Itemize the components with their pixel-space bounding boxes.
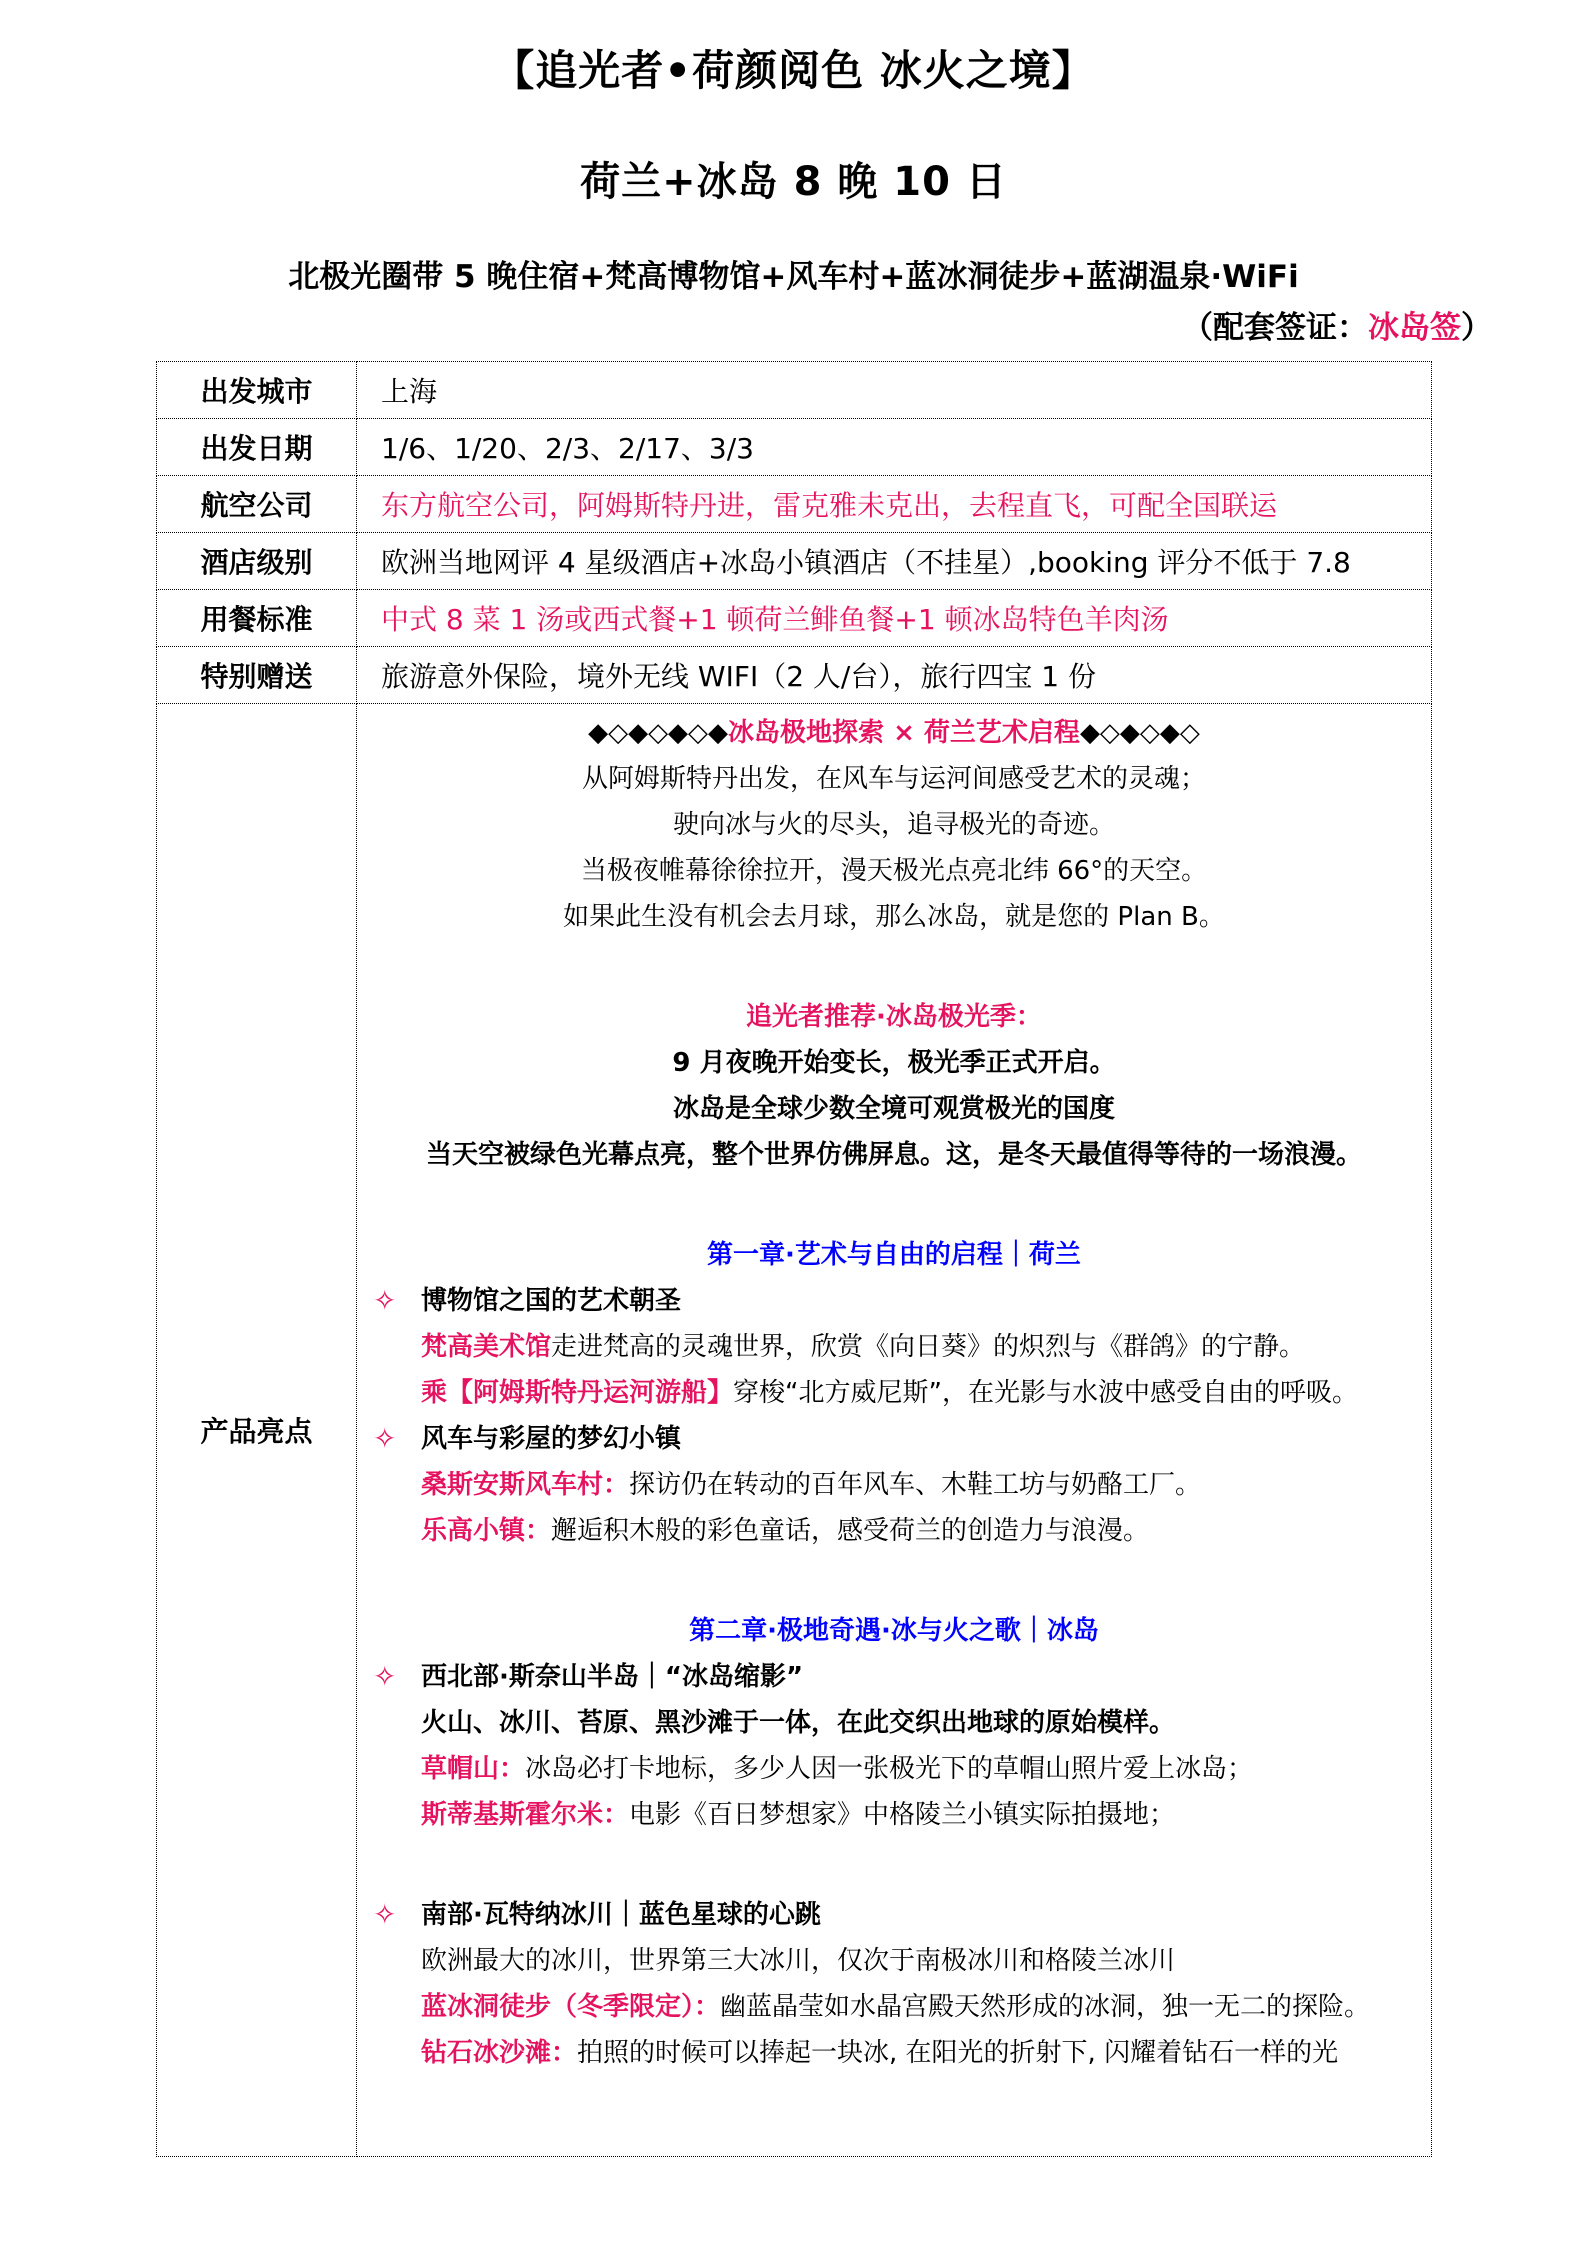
info-row-label: 特别赠送 <box>157 647 357 704</box>
highlights-row-label: 产品亮点 <box>157 704 357 2157</box>
highlight-line <box>357 1608 1431 1654</box>
text-segment: 当天空被绿色光幕点亮，整个世界仿佛屏息。这，是冬天最值得等待的一场浪漫。 <box>425 1140 1362 1170</box>
highlight-line <box>357 1462 1431 1508</box>
highlight-bullet-item <box>357 1654 1431 1700</box>
text-segment: 探访仍在转动的百年风车、木鞋工坊与奶酪工厂。 <box>629 1470 1202 1500</box>
text-segment: 9 月夜晚开始变长，极光季正式开启。 <box>672 1048 1116 1078</box>
info-row-label: 出发日期 <box>157 419 357 476</box>
sparkle-bullet-icon: ✧ <box>373 1422 397 1455</box>
visa-prefix: （配套签证： <box>1182 310 1368 346</box>
info-row-value: 欧洲当地网评 4 星级酒店+冰岛小镇酒店（不挂星）,booking 评分不低于 7.8 <box>357 533 1432 590</box>
sparkle-bullet-icon: ✧ <box>373 1660 397 1693</box>
highlight-line <box>357 994 1431 1040</box>
text-segment: 乐高小镇： <box>421 1516 552 1546</box>
spacer <box>357 1838 1431 1892</box>
text-segment: 梵高美术馆 <box>421 1332 552 1362</box>
text-segment: ◆◇◆◇◆◇◆ <box>588 718 729 748</box>
text-segment: 欧洲最大的冰川，世界第三大冰川，仅次于南极冰川和格陵兰冰川 <box>421 1946 1176 1976</box>
info-row-value: 中式 8 菜 1 汤或西式餐+1 顿荷兰鲱鱼餐+1 顿冰岛特色羊肉汤 <box>357 590 1432 647</box>
highlight-bullet-item <box>357 1892 1431 1938</box>
highlight-line <box>357 1086 1431 1132</box>
highlight-line <box>357 848 1431 894</box>
text-segment: 草帽山： <box>421 1754 526 1784</box>
highlight-line <box>357 2030 1431 2076</box>
highlight-line <box>357 1700 1431 1746</box>
info-table-row <box>157 533 1432 590</box>
page-tagline: 北极光圈带 5 晚住宿+梵高博物馆+风车村+蓝冰洞徒步+蓝湖温泉·WiFi <box>288 259 1299 295</box>
text-segment: 西北部·斯奈山半岛｜“冰岛缩影” <box>421 1662 804 1692</box>
highlight-line <box>357 1508 1431 1554</box>
highlight-line <box>357 1232 1431 1278</box>
info-row-value: 上海 <box>357 362 1432 419</box>
info-row-value: 旅游意外保险，境外无线 WIFI（2 人/台），旅行四宝 1 份 <box>357 647 1432 704</box>
visa-line <box>0 302 1587 347</box>
info-row-label: 酒店级别 <box>157 533 357 590</box>
info-table-row <box>157 362 1432 419</box>
text-segment: 火山、冰川、苔原、黑沙滩于一体，在此交织出地球的原始模样。 <box>421 1708 1176 1738</box>
text-segment: 走进梵高的灵魂世界，欣赏《向日葵》的炽烈与《群鸽》的宁静。 <box>551 1332 1306 1362</box>
text-segment: 斯蒂基斯霍尔米： <box>421 1800 630 1830</box>
spacer <box>357 1178 1431 1232</box>
highlight-line <box>357 802 1431 848</box>
info-row-label: 航空公司 <box>157 476 357 533</box>
highlight-line <box>357 1040 1431 1086</box>
spacer <box>357 940 1431 994</box>
info-row-label: 用餐标准 <box>157 590 357 647</box>
info-row-value: 东方航空公司，阿姆斯特丹进，雷克雅未克出，去程直飞，可配全国联运 <box>357 476 1432 533</box>
text-segment: 乘【阿姆斯特丹运河游船】 <box>421 1378 734 1408</box>
text-segment: ◆◇◆◇◆◇ <box>1079 718 1200 748</box>
highlights-row <box>157 704 1432 2157</box>
text-segment: 第二章·极地奇遇·冰与火之歌｜冰岛 <box>689 1616 1099 1646</box>
visa-highlight: 冰岛签 <box>1368 310 1461 346</box>
highlight-line <box>357 1132 1431 1178</box>
highlight-line <box>357 710 1431 756</box>
text-segment: 从阿姆斯特丹出发，在风车与运河间感受艺术的灵魂； <box>581 764 1206 794</box>
text-segment: 冰岛必打卡地标，多少人因一张极光下的草帽山照片爱上冰岛； <box>525 1754 1254 1784</box>
highlight-line <box>357 1984 1431 2030</box>
highlight-bullet-item <box>357 1416 1431 1462</box>
text-segment: 驶向冰与火的尽头，追寻极光的奇迹。 <box>672 810 1115 840</box>
highlight-line <box>357 1746 1431 1792</box>
page-subtitle: 荷兰+冰岛 8 晚 10 日 <box>580 159 1007 205</box>
page-title: 【追光者•荷颜阅色 冰火之境】 <box>492 46 1095 95</box>
text-segment: 冰岛是全球少数全境可观赏极光的国度 <box>672 1094 1115 1124</box>
itinerary-info-table <box>156 361 1432 2157</box>
highlights-content-cell <box>357 704 1432 2157</box>
spacer <box>357 1554 1431 1608</box>
text-segment: 追光者推荐·冰岛极光季： <box>746 1002 1042 1032</box>
highlight-bullet-item <box>357 1278 1431 1324</box>
text-segment: 电影《百日梦想家》中格陵兰小镇实际拍摄地； <box>629 1800 1176 1830</box>
text-segment: 博物馆之国的艺术朝圣 <box>421 1286 682 1316</box>
highlights-table-body <box>157 704 1432 2157</box>
info-table-row <box>157 419 1432 476</box>
info-row-label: 出发城市 <box>157 362 357 419</box>
info-table-row <box>157 476 1432 533</box>
text-segment: 如果此生没有机会去月球，那么冰岛，就是您的 Plan B。 <box>563 902 1225 932</box>
text-segment: 邂逅积木般的彩色童话，感受荷兰的创造力与浪漫。 <box>551 1516 1150 1546</box>
text-segment: 幽蓝晶莹如水晶宫殿天然形成的冰洞，独一无二的探险。 <box>720 1992 1371 2022</box>
info-row-value: 1/6、1/20、2/3、2/17、3/3 <box>357 419 1432 476</box>
text-segment: 蓝冰洞徒步（冬季限定）： <box>421 1992 721 2022</box>
text-segment: 当极夜帷幕徐徐拉开，漫天极光点亮北纬 66°的天空。 <box>580 856 1208 886</box>
text-segment: 穿梭“北方威尼斯”，在光影与水波中感受自由的呼吸。 <box>733 1378 1358 1408</box>
text-segment: 冰岛极地探索 × 荷兰艺术启程 <box>728 718 1080 748</box>
info-table-row <box>157 590 1432 647</box>
text-segment: 第一章·艺术与自由的启程｜荷兰 <box>707 1240 1081 1270</box>
info-table-body <box>157 362 1432 704</box>
info-table-row <box>157 647 1432 704</box>
text-segment: 桑斯安斯风车村： <box>421 1470 630 1500</box>
highlight-line <box>357 894 1431 940</box>
text-segment: 南部·瓦特纳冰川｜蓝色星球的心跳 <box>421 1900 821 1930</box>
text-segment: 拍照的时候可以捧起一块冰, 在阳光的折射下, 闪耀着钻石一样的光 <box>577 2038 1339 2068</box>
highlight-line <box>357 1938 1431 1984</box>
sparkle-bullet-icon: ✧ <box>373 1284 397 1317</box>
highlight-line <box>357 1324 1431 1370</box>
highlight-line <box>357 756 1431 802</box>
highlights-content <box>357 704 1431 2156</box>
highlight-line <box>357 1792 1431 1838</box>
text-segment: 风车与彩屋的梦幻小镇 <box>421 1424 682 1454</box>
sparkle-bullet-icon: ✧ <box>373 1898 397 1931</box>
highlight-line <box>357 1370 1431 1416</box>
text-segment: 钻石冰沙滩： <box>421 2038 578 2068</box>
visa-suffix: ） <box>1461 310 1492 346</box>
